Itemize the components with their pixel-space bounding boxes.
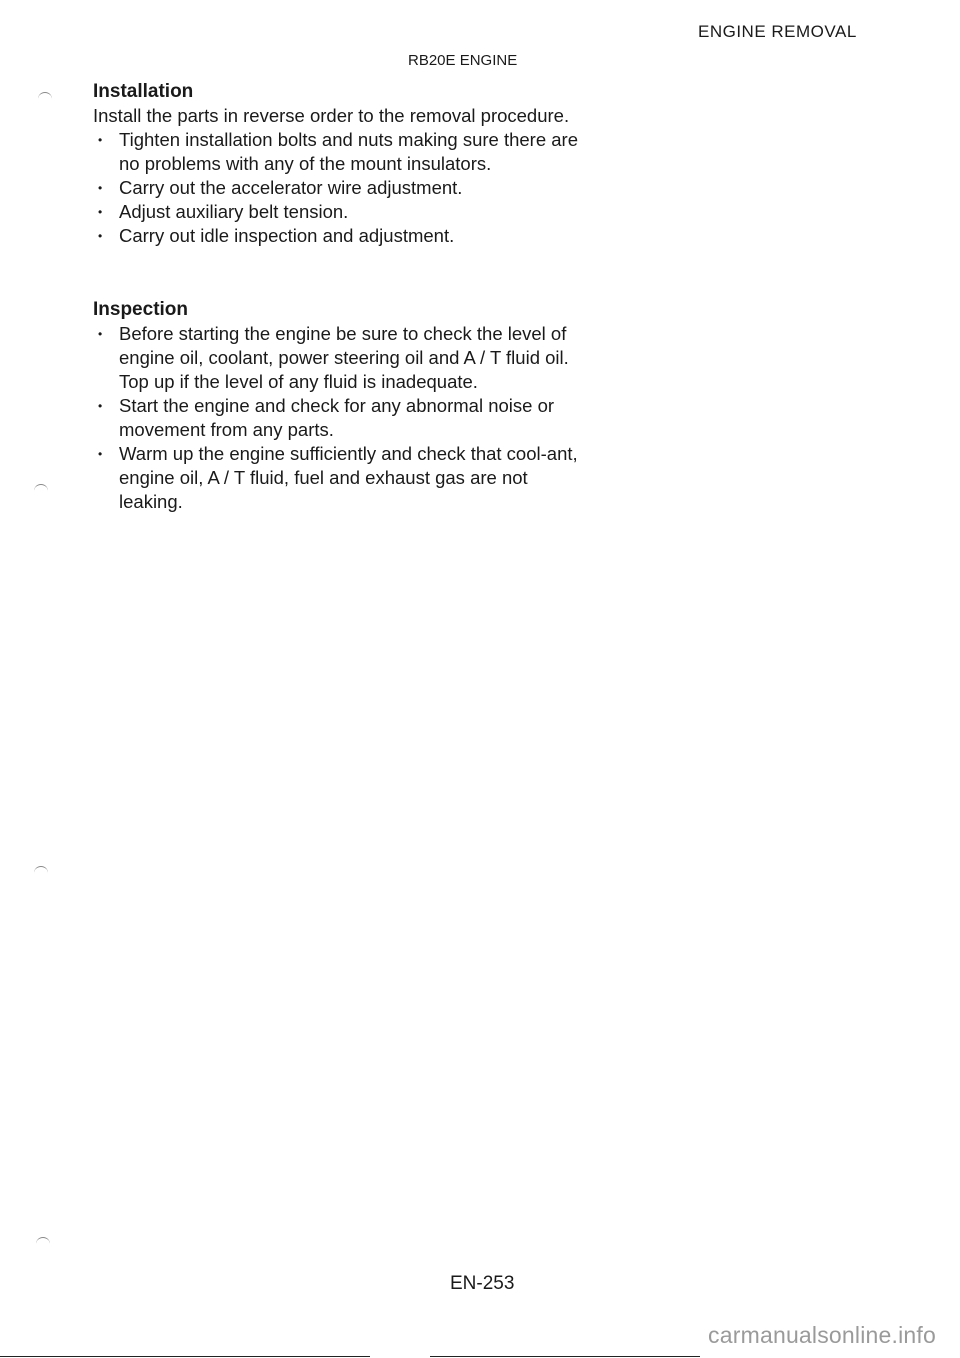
list-item: • Carry out the accelerator wire adjustment. bbox=[98, 177, 463, 198]
section-spacer bbox=[93, 248, 593, 298]
installation-heading: Installation bbox=[93, 81, 194, 102]
scan-mark bbox=[34, 484, 48, 492]
list-item: • Warm up the engine sufficiently and check that cool-ant, engine oil, A / T fluid, fuel and exhaust gas are not leaking. bbox=[98, 443, 578, 512]
list-item: • Carry out idle inspection and adjustment. bbox=[98, 225, 455, 246]
scan-mark bbox=[36, 1237, 50, 1245]
bullet-icon: • bbox=[98, 327, 103, 341]
installation-section bbox=[93, 80, 593, 248]
list-item: • Before starting the engine be sure to check the level of engine oil, coolant, power steering oil and A / T fluid oil. Top up if the level of any fluid is inadequate. bbox=[98, 323, 569, 392]
list-item: • Tighten installation bolts and nuts making sure there are no problems with any of the mount insulators. bbox=[98, 129, 578, 174]
installation-intro: Install the parts in reverse order to the removal procedure. bbox=[93, 105, 570, 126]
scan-mark bbox=[38, 92, 52, 100]
page-number: EN-253 bbox=[450, 1273, 515, 1294]
bullet-icon: • bbox=[98, 205, 103, 219]
bullet-icon: • bbox=[98, 447, 103, 461]
watermark: carmanualsonline.info bbox=[708, 1322, 936, 1348]
installation-list bbox=[93, 128, 593, 248]
inspection-list bbox=[93, 322, 593, 514]
list-item: • Start the engine and check for any abnormal noise or movement from any parts. bbox=[98, 395, 555, 440]
footer-rule bbox=[0, 1356, 370, 1357]
bullet-icon: • bbox=[98, 181, 103, 195]
content bbox=[93, 80, 593, 514]
bullet-icon: • bbox=[98, 133, 103, 147]
inspection-heading: Inspection bbox=[93, 299, 189, 320]
footer-rule bbox=[430, 1356, 700, 1357]
scan-mark bbox=[34, 866, 48, 874]
list-item: • Adjust auxiliary belt tension. bbox=[98, 201, 349, 222]
section-title: ENGINE REMOVAL bbox=[698, 22, 857, 41]
bullet-icon: • bbox=[98, 229, 103, 243]
bullet-icon: • bbox=[98, 399, 103, 413]
inspection-section bbox=[93, 298, 593, 514]
engine-label: RB20E ENGINE bbox=[408, 52, 518, 69]
